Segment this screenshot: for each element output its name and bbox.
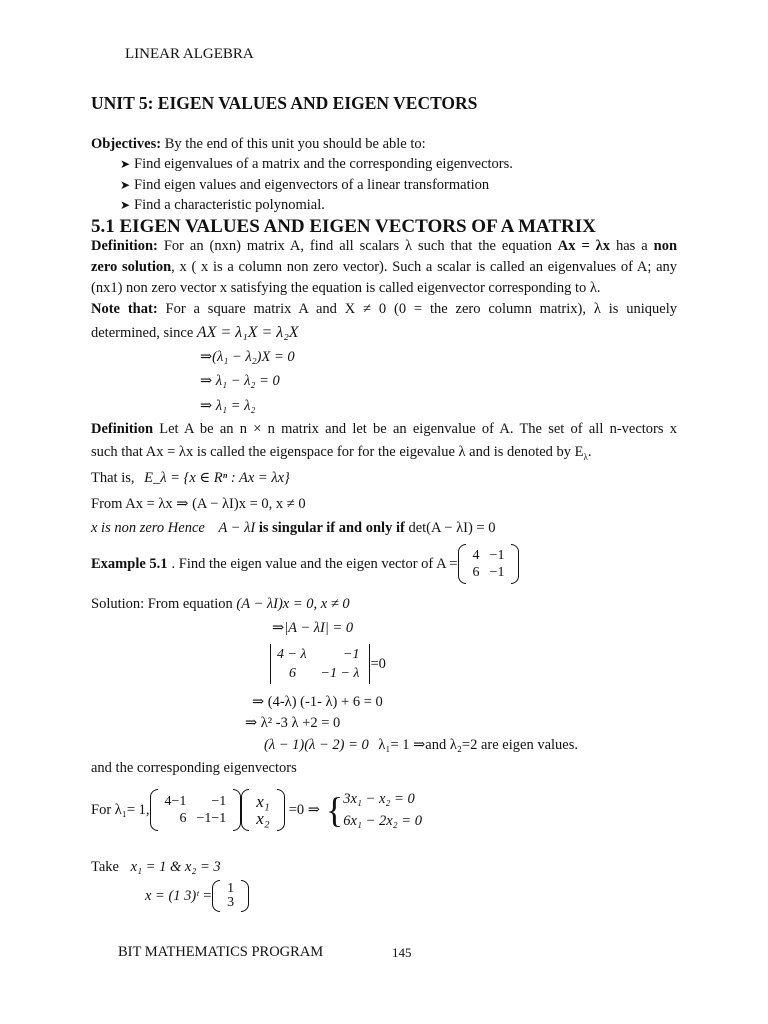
- arrow-bullet-icon: ➤: [120, 198, 131, 212]
- footer-program: BIT MATHEMATICS PROGRAM: [118, 944, 324, 960]
- eigenvector-system: For λ₁= 1, 4−1 −1 6 −1−1 x₁ x₂ =0 ⇒ { 3x₁ − x₂ = 0 6x₁ − 2x₂ = 0: [91, 790, 422, 830]
- equation-step: ⇒(λ₁ − λ₂)X = 0: [200, 349, 295, 365]
- arrow-bullet-icon: ➤: [120, 178, 131, 192]
- definition-label: Definition:: [91, 238, 158, 254]
- equation: E_λ = {x ∈ Rⁿ : Ax = λx}: [144, 470, 290, 486]
- equation-step: ⇒|A − λI| = 0: [272, 620, 354, 636]
- equation: Ax = λx: [557, 238, 611, 254]
- note-line: Note that: For a square matrix A and X ≠ 0 (0 = the zero column matrix), λ is uniquely: [91, 301, 678, 317]
- definition-line: such that Ax = λx is called the eigenspace for for the eigevalue λ and is denoted by $E_\lambda$.: [91, 444, 592, 462]
- example-label: Example 5.1: [91, 555, 168, 572]
- definition-line: Definition Let A be an n × n matrix and let be an eigenvalue of A. The set of all n-vectors x: [91, 421, 678, 437]
- definition-line: zero solution, x ( x is a column non zero vector). Such a scalar is called an eigenvalues of A; any: [91, 259, 678, 275]
- objective-item: ➤ Find eigenvalues of a matrix and the corresponding eigenvectors.: [120, 156, 513, 172]
- result-vector: 1 3: [212, 880, 249, 912]
- take-line: Take x₁ = 1 & x₂ = 3: [91, 859, 221, 875]
- objective-item: ➤ Find a characteristic polynomial.: [120, 197, 325, 213]
- objectives-intro: By the end of this unit you should be able to:: [164, 136, 426, 152]
- linear-system: 3x₁ − x₂ = 0 6x₁ − 2x₂ = 0: [343, 791, 422, 829]
- solution-line: Solution: From equation (A − λI)x = 0, x ≠ 0: [91, 596, 350, 612]
- note-label: Note that:: [91, 301, 158, 317]
- example-heading: Example 5.1 . Find the eigen value and the eigen vector of A = 4 −1 6 −1: [91, 544, 519, 584]
- objective-item: ➤ Find eigen values and eigenvectors of a linear transformation: [120, 177, 490, 193]
- definition-label: Definition: [91, 421, 154, 437]
- objectives-line: [91, 136, 426, 153]
- set-definition: That is, E_λ = {x ∈ Rⁿ : Ax = λx}: [91, 470, 290, 486]
- unit-title: UNIT 5: EIGEN VALUES AND EIGEN VECTORS: [91, 93, 478, 113]
- equation-step: ⇒ λ² -3 λ +2 = 0: [245, 715, 341, 731]
- eigenvector-result: x = (1 3)ᵗ = 1 3: [145, 880, 249, 912]
- vector-x: x₁ x₂: [241, 789, 284, 831]
- definition-line: (nx1) non zero vector x satisfying the equation is called eigenvector corresponding to λ.: [91, 280, 601, 296]
- brace-icon: {: [325, 790, 344, 830]
- equation: AX = λ₁X = λ₂X: [196, 324, 299, 341]
- page-number: 145: [392, 945, 412, 960]
- definition-line: Definition: For an (nxn) matrix A, find all scalars λ such that the equation Ax = λx has a non: [91, 238, 678, 254]
- equation-step: (λ − 1)(λ − 2) = 0 λ₁= 1 ⇒and λ₂=2 are eigen values.: [264, 737, 578, 753]
- matrix-a: 4 −1 6 −1: [458, 544, 520, 584]
- matrix-a-minus-lambda: 4−1 −1 6 −1−1: [150, 789, 242, 831]
- determinant: 4 − λ −1 6 −1 − λ =0: [270, 644, 386, 684]
- equation-step: ⇒ (4-λ) (-1- λ) + 6 = 0: [252, 694, 383, 710]
- running-header: LINEAR ALGEBRA: [125, 46, 254, 62]
- eigenvector-intro: and the corresponding eigenvectors: [91, 760, 297, 776]
- derivation-line: From Ax = λx ⇒ (A − λI)x = 0, x ≠ 0: [91, 496, 306, 512]
- singular-condition: x is non zero Hence A − λI is singular if and only if det(A − λI) = 0: [91, 520, 496, 536]
- note-line: determined, since AX = λ₁X = λ₂X: [91, 324, 299, 341]
- equation-step: ⇒ λ₁ − λ₂ = 0: [200, 373, 280, 389]
- equation-step: ⇒ λ₁ = λ₂: [200, 398, 256, 414]
- arrow-bullet-icon: ➤: [120, 157, 131, 171]
- section-title: 5.1 EIGEN VALUES AND EIGEN VECTORS OF A MATRIX: [91, 216, 596, 237]
- objectives-label: Objectives:: [91, 136, 162, 152]
